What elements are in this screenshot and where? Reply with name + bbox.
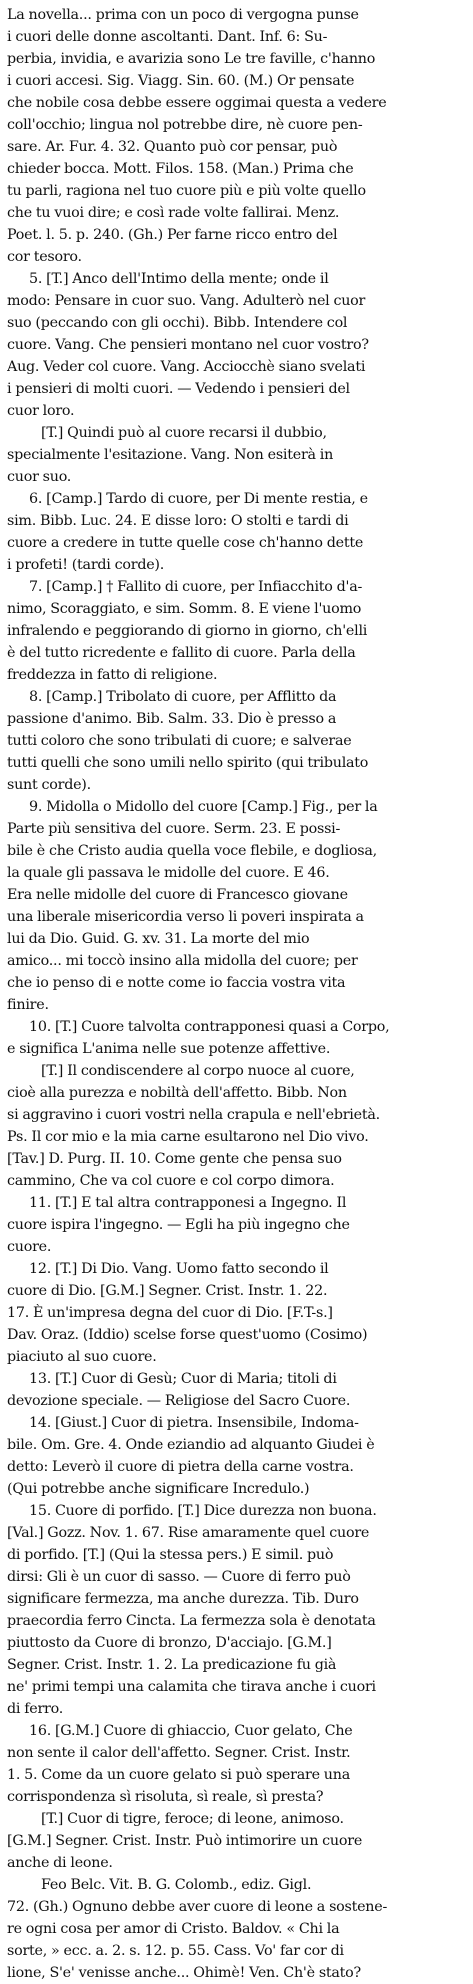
text-line: Parte più sensitiva del cuore. Serm. 23. E possi- [7,821,341,837]
text-line: 14. [Giust.] Cuor di pietra. Insensibile, Indoma- [29,1415,359,1431]
text-line: sunt corde). [7,777,91,793]
text-line: 15. Cuore di porfido. [T.] Dice durezza non buona. [29,1503,377,1519]
text-line: perbia, invidia, e avarizia sono Le tre faville, c'hanno [7,51,376,67]
text-line: [G.M.] Segner. Crist. Instr. Può intimorire un cuore [7,1833,363,1849]
text-line: nimo, Scoraggiato, e sim. Somm. 8. E viene l'uomo [7,601,362,617]
text-line: cuor suo. [7,469,72,485]
text-line: di ferro. [7,1701,64,1717]
text-line: [T.] Cuor di tigre, feroce; di leone, animoso. [41,1811,344,1827]
text-line: 12. [T.] Di Dio. Vang. Uomo fatto secondo il [29,1261,329,1277]
text-line: modo: Pensare in cuor suo. Vang. Adulterò nel cuor [7,293,366,309]
text-line: 16. [G.M.] Cuore di ghiaccio, Cuor gelato, Che [29,1723,353,1739]
text-line: ne' primi tempi una calamita che tirava anche i cuori [7,1679,376,1695]
text-line: (Qui potrebbe anche significare Incredulo.) [7,1481,310,1497]
text-line: chieder bocca. Mott. Filos. 158. (Man.) Prima che [7,161,354,177]
text-line: [T.] Quindi può al cuore recarsi il dubbio, [41,425,327,441]
text-line: anche di leone. [7,1855,113,1871]
text-line: sorte, » ecc. a. 2. s. 12. p. 55. Cass. Vo' far cor di [7,1943,344,1959]
text-line: 6. [Camp.] Tardo di cuore, per Di mente restia, e [29,491,368,507]
text-line: Segner. Crist. Instr. 1. 2. La predicazione fu già [7,1657,337,1673]
text-line: lui da Dio. Guid. G. xv. 31. La morte del mio [7,931,310,947]
text-line: passione d'animo. Bib. Salm. 33. Dio è presso a [7,711,337,727]
text-line: 1. 5. Come da un cuore gelato si può sperare una [7,1767,350,1783]
text-line: cuore ispira l'ingegno. — Egli ha più ingegno che [7,1217,350,1233]
text-line: suo (peccando con gli occhi). Bibb. Intendere col [7,315,348,331]
text-line: cor tesoro. [7,249,82,265]
text-line: La novella... prima con un poco di vergogna punse [7,7,359,23]
text-line: 5. [T.] Anco dell'Intimo della mente; onde il [29,271,329,287]
text-line: amico... mi toccò insino alla midolla del cuore; per [7,953,358,969]
text-line: bile è che Cristo audia quella voce flebile, e dogliosa, [7,843,377,859]
text-line: 13. [T.] Cuor di Gesù; Cuor di Maria; titoli di [29,1371,337,1387]
text-line: sim. Bibb. Luc. 24. E disse loro: O stolti e tardi di [7,513,349,529]
text-line: che tu vuoi dire; e così rade volte fallirai. Menz. [7,205,340,221]
text-line: Era nelle midolle del cuore di Francesco giovane [7,887,348,903]
text-line: tutti coloro che sono tribulati di cuore; e salverae [7,733,352,749]
text-line: bile. Om. Gre. 4. Onde eziandio ad alquanto Giudei è [7,1437,375,1453]
text-line: Feo Belc. Vit. B. G. Colomb., ediz. Gigl. [41,1877,312,1893]
text-line: cuore a credere in tutte quelle cose ch'hanno dette [7,535,364,551]
text-line: specialmente l'esitazione. Vang. Non esiterà in [7,447,334,463]
text-line: cioè alla purezza e nobiltà dell'affetto. Bibb. Non [7,1085,347,1101]
text-line: è del tutto ricredente e fallito di cuore. Parla della [7,645,356,661]
text-line: detto: Leverò il cuore di pietra della carne vostra. [7,1459,354,1475]
text-line: corrispondenza sì risoluta, sì reale, sì presta? [7,1789,324,1805]
text-line: i cuori accesi. Sig. Viagg. Sin. 60. (M.) Or pensate [7,73,355,89]
text-line: finire. [7,997,49,1013]
text-line: lione, S'e' venisse anche... Ohimè! Ven. Ch'è stato? [7,1965,361,1981]
text-line: sare. Ar. Fur. 4. 32. Quanto può cor pensar, può [7,139,338,155]
text-line: 8. [Camp.] Tribolato di cuore, per Afflitto da [29,689,337,705]
text-line: praecordia ferro Cincta. La fermezza sola è denotata [7,1613,376,1629]
text-line: piuttosto da Cuore di bronzo, D'acciajo. [G.M.] [7,1635,332,1651]
text-line: Aug. Veder col cuore. Vang. Acciocchè siano svelati [7,359,366,375]
text-line: cuore di Dio. [G.M.] Segner. Crist. Instr. 1. 22. [7,1283,328,1299]
text-line: e significa L'anima nelle sue potenze affettive. [7,1041,331,1057]
text-line: tutti quelli che sono umili nello spirito (qui tribulato [7,755,369,771]
text-line: 11. [T.] E tal altra contrapponesi a Ingegno. Il [29,1195,347,1211]
text-line: coll'occhio; lingua nol potrebbe dire, nè cuore pen- [7,117,363,133]
text-line: [T.] Il condiscendere al corpo nuoce al cuore, [41,1063,355,1079]
text-line: 10. [T.] Cuore talvolta contrapponesi quasi a Corpo, [29,1019,390,1035]
text-line: 72. (Gh.) Ognuno debbe aver cuore di leone a sostene- [7,1899,388,1915]
text-line: dirsi: Gli è un cuor di sasso. — Cuore di ferro può [7,1569,351,1585]
text-line: non sente il calor dell'affetto. Segner. Crist. Instr. [7,1745,351,1761]
text-line: re ogni cosa per amor di Cristo. Baldov. « Chi la [7,1921,340,1937]
text-line: [Tav.] D. Purg. II. 10. Come gente che pensa suo [7,1151,342,1167]
text-line: 9. Midolla o Midollo del cuore [Camp.] Fig., per la [29,799,378,815]
text-line: che nobile cosa debbe essere oggimai questa a vedere [7,95,387,111]
text-line: cuore. [7,1239,52,1255]
text-line: 7. [Camp.] † Fallito di cuore, per Infiacchito d'a- [29,579,363,595]
text-line: Poet. l. 5. p. 240. (Gh.) Per farne ricco entro del [7,227,338,243]
text-line: di porfido. [T.] (Qui la stessa pers.) E simil. può [7,1547,334,1563]
text-line: 17. È un'impresa degna del cuor di Dio. [F.T-s.] [7,1305,333,1321]
text-line: cammino, Che va col cuore e col corpo dimora. [7,1173,335,1189]
text-line: Ps. Il cor mio e la mia carne esultarono nel Dio vivo. [7,1129,369,1145]
text-line: una liberale misericordia verso li poveri inspirata a [7,909,364,925]
text-line: [Val.] Gozz. Nov. 1. 67. Rise amaramente quel cuore [7,1525,370,1541]
text-line: i pensieri di molti cuori. — Vedendo i pensieri del [7,381,350,397]
text-line: cuor loro. [7,403,75,419]
text-line: che io penso di e notte come io faccia vostra vita [7,975,346,991]
text-line: infralendo e peggiorando di giorno in giorno, ch'elli [7,623,368,639]
text-line: i profeti! (tardi corde). [7,557,165,573]
text-line: freddezza in fatto di religione. [7,667,218,683]
text-line: Dav. Oraz. (Iddio) scelse forse quest'uomo (Cosimo) [7,1327,368,1343]
text-line: tu parli, ragiona nel tuo cuore più e più volte quello [7,183,366,199]
text-line: piaciuto al suo cuore. [7,1349,157,1365]
text-line: la quale gli passava le midolle del cuore. E 46. [7,865,330,881]
text-line: significare fermezza, ma anche durezza. Tib. Duro [7,1591,359,1607]
text-line: cuore. Vang. Che pensieri montano nel cuor vostro? [7,337,369,353]
text-line: si aggravino i cuori vostri nella crapula e nell'ebrietà. [7,1107,380,1123]
text-line: devozione speciale. — Religiose del Sacro Cuore. [7,1393,351,1409]
text-line: i cuori delle donne ascoltanti. Dant. Inf. 6: Su- [7,29,328,45]
